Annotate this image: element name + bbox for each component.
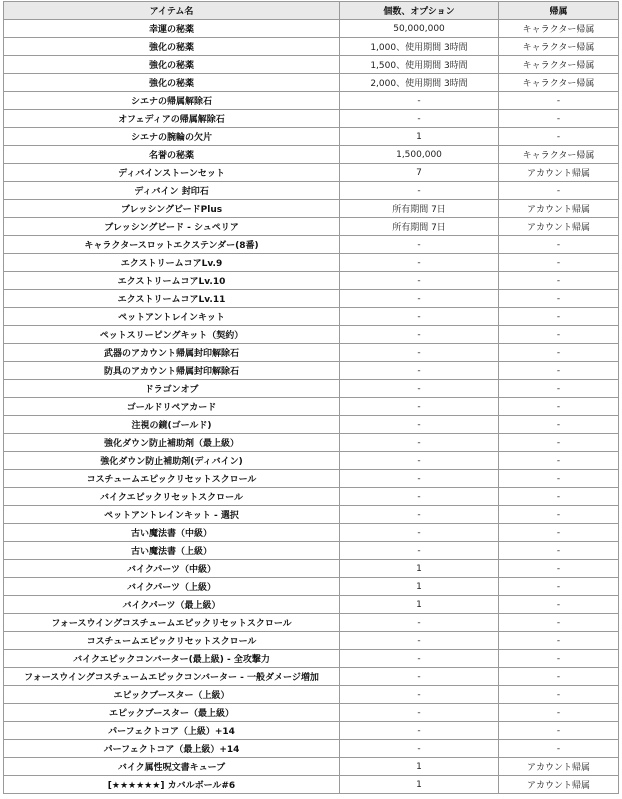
table-row	[4, 272, 619, 290]
option-cell: -	[340, 668, 499, 686]
table-row	[4, 182, 619, 200]
option-cell: 所有期間 7日	[340, 218, 499, 236]
option-cell: -	[340, 254, 499, 272]
binding-cell: -	[499, 650, 619, 668]
table-row	[4, 290, 619, 308]
item-name-cell: フォースウイングコスチュームエピックコンバーター - 一般ダメージ増加	[4, 668, 340, 686]
table-row	[4, 776, 619, 794]
table-header-row	[4, 2, 619, 20]
binding-cell: -	[499, 686, 619, 704]
table-row	[4, 578, 619, 596]
item-name-cell: シエナの帰属解除石	[4, 92, 340, 110]
option-cell: 1	[340, 776, 499, 794]
table-row	[4, 524, 619, 542]
binding-cell: -	[499, 272, 619, 290]
table-row	[4, 416, 619, 434]
item-name-cell: 注視の鏡(ゴールド)	[4, 416, 340, 434]
table-row	[4, 164, 619, 182]
option-cell: -	[340, 524, 499, 542]
binding-cell: -	[499, 596, 619, 614]
item-name-cell: バイクパーツ（中級）	[4, 560, 340, 578]
binding-cell: -	[499, 668, 619, 686]
binding-cell: -	[499, 722, 619, 740]
table-row	[4, 200, 619, 218]
binding-cell: キャラクター帰属	[499, 56, 619, 74]
option-cell: -	[340, 362, 499, 380]
table-row	[4, 344, 619, 362]
table-row	[4, 434, 619, 452]
item-name-cell: ペットスリーピングキット（契約）	[4, 326, 340, 344]
table-row	[4, 632, 619, 650]
table-body	[4, 20, 619, 794]
option-cell: -	[340, 308, 499, 326]
option-cell: -	[340, 488, 499, 506]
table-row	[4, 398, 619, 416]
item-name-cell: 幸運の秘薬	[4, 20, 340, 38]
item-name-cell: ペットアントレインキット - 選択	[4, 506, 340, 524]
item-name-cell: バイク属性呪文書キューブ	[4, 758, 340, 776]
binding-cell: -	[499, 740, 619, 758]
option-cell: 1,500,000	[340, 146, 499, 164]
item-name-cell: ドラゴンオブ	[4, 380, 340, 398]
option-cell: -	[340, 686, 499, 704]
item-name-cell: エピックブースター（上級）	[4, 686, 340, 704]
binding-cell: -	[499, 380, 619, 398]
item-name-cell: キャラクタースロットエクステンダー(8番)	[4, 236, 340, 254]
option-cell: -	[340, 614, 499, 632]
option-cell: -	[340, 470, 499, 488]
item-name-cell: バイクエピックリセットスクロール	[4, 488, 340, 506]
option-cell: -	[340, 272, 499, 290]
item-name-cell: エクストリームコアLv.11	[4, 290, 340, 308]
binding-cell: -	[499, 92, 619, 110]
binding-cell: -	[499, 542, 619, 560]
table-row	[4, 650, 619, 668]
table-row	[4, 74, 619, 92]
option-cell: 50,000,000	[340, 20, 499, 38]
option-cell: -	[340, 416, 499, 434]
binding-cell: -	[499, 398, 619, 416]
binding-cell: アカウント帰属	[499, 758, 619, 776]
option-cell: -	[340, 182, 499, 200]
header-item-name: アイテム名	[4, 2, 340, 20]
item-name-cell: コスチュームエピックリセットスクロール	[4, 632, 340, 650]
item-name-cell: コスチュームエピックリセットスクロール	[4, 470, 340, 488]
item-name-cell: バイクパーツ（最上級）	[4, 596, 340, 614]
option-cell: 所有期間 7日	[340, 200, 499, 218]
binding-cell: -	[499, 128, 619, 146]
binding-cell: -	[499, 290, 619, 308]
item-name-cell: 名誉の秘薬	[4, 146, 340, 164]
binding-cell: キャラクター帰属	[499, 20, 619, 38]
table-row	[4, 686, 619, 704]
binding-cell: -	[499, 344, 619, 362]
item-name-cell: オフェディアの帰属解除石	[4, 110, 340, 128]
item-name-cell: エクストリームコアLv.9	[4, 254, 340, 272]
table-row	[4, 128, 619, 146]
option-cell: -	[340, 452, 499, 470]
option-cell: 1,500、使用期間 3時間	[340, 56, 499, 74]
table-row	[4, 38, 619, 56]
item-name-cell: 古い魔法書（中級）	[4, 524, 340, 542]
option-cell: -	[340, 398, 499, 416]
option-cell: -	[340, 92, 499, 110]
option-cell: -	[340, 110, 499, 128]
binding-cell: -	[499, 506, 619, 524]
item-name-cell: 強化の秘薬	[4, 56, 340, 74]
option-cell: 1,000、使用期間 3時間	[340, 38, 499, 56]
table-row	[4, 92, 619, 110]
option-cell: -	[340, 506, 499, 524]
item-name-cell: [★★★★★★] カバルボール#6	[4, 776, 340, 794]
option-cell: 2,000、使用期間 3時間	[340, 74, 499, 92]
item-name-cell: ペットアントレインキット	[4, 308, 340, 326]
item-name-cell: ディバインストーンセット	[4, 164, 340, 182]
binding-cell: -	[499, 182, 619, 200]
table-row	[4, 506, 619, 524]
option-cell: -	[340, 542, 499, 560]
table-row	[4, 452, 619, 470]
option-cell: -	[340, 434, 499, 452]
option-cell: -	[340, 704, 499, 722]
table-row	[4, 668, 619, 686]
item-name-cell: ブレッシングビードPlus	[4, 200, 340, 218]
item-name-cell: 強化の秘薬	[4, 74, 340, 92]
item-name-cell: ディバイン 封印石	[4, 182, 340, 200]
table-row	[4, 56, 619, 74]
binding-cell: -	[499, 488, 619, 506]
item-name-cell: バイクパーツ（上級）	[4, 578, 340, 596]
option-cell: -	[340, 326, 499, 344]
binding-cell: キャラクター帰属	[499, 74, 619, 92]
option-cell: -	[340, 740, 499, 758]
binding-cell: -	[499, 326, 619, 344]
option-cell: 1	[340, 758, 499, 776]
option-cell: 1	[340, 128, 499, 146]
table-row	[4, 308, 619, 326]
table-row	[4, 470, 619, 488]
option-cell: -	[340, 290, 499, 308]
item-name-cell: 防具のアカウント帰属封印解除石	[4, 362, 340, 380]
table-row	[4, 560, 619, 578]
binding-cell: アカウント帰属	[499, 164, 619, 182]
binding-cell: アカウント帰属	[499, 776, 619, 794]
option-cell: -	[340, 344, 499, 362]
item-name-cell: エクストリームコアLv.10	[4, 272, 340, 290]
binding-cell: アカウント帰属	[499, 218, 619, 236]
item-table	[3, 1, 619, 794]
binding-cell: アカウント帰属	[499, 200, 619, 218]
item-name-cell: ゴールドリペアカード	[4, 398, 340, 416]
option-cell: -	[340, 236, 499, 254]
table-row	[4, 542, 619, 560]
table-row	[4, 740, 619, 758]
binding-cell: -	[499, 452, 619, 470]
option-cell: -	[340, 722, 499, 740]
binding-cell: キャラクター帰属	[499, 38, 619, 56]
item-name-cell: 強化の秘薬	[4, 38, 340, 56]
table-row	[4, 236, 619, 254]
binding-cell: -	[499, 614, 619, 632]
option-cell: 1	[340, 596, 499, 614]
binding-cell: キャラクター帰属	[499, 146, 619, 164]
binding-cell: -	[499, 362, 619, 380]
item-name-cell: バイクエピックコンバーター(最上級) - 全攻撃力	[4, 650, 340, 668]
item-name-cell: パーフェクトコア（最上級）+14	[4, 740, 340, 758]
binding-cell: -	[499, 578, 619, 596]
item-name-cell: エピックブースター（最上級）	[4, 704, 340, 722]
table-row	[4, 758, 619, 776]
binding-cell: -	[499, 254, 619, 272]
table-row	[4, 614, 619, 632]
table-row	[4, 110, 619, 128]
table-row	[4, 326, 619, 344]
item-name-cell: パーフェクトコア（上級）+14	[4, 722, 340, 740]
binding-cell: -	[499, 434, 619, 452]
table-row	[4, 596, 619, 614]
header-binding: 帰属	[499, 2, 619, 20]
binding-cell: -	[499, 560, 619, 578]
option-cell: -	[340, 380, 499, 398]
binding-cell: -	[499, 704, 619, 722]
item-name-cell: 武器のアカウント帰属封印解除石	[4, 344, 340, 362]
binding-cell: -	[499, 110, 619, 128]
binding-cell: -	[499, 308, 619, 326]
table-row	[4, 20, 619, 38]
option-cell: 7	[340, 164, 499, 182]
table-row	[4, 722, 619, 740]
option-cell: -	[340, 650, 499, 668]
item-name-cell: 強化ダウン防止補助剤(ディバイン)	[4, 452, 340, 470]
item-name-cell: フォースウイングコスチュームエピックリセットスクロール	[4, 614, 340, 632]
header-option: 個数、オプション	[340, 2, 499, 20]
item-name-cell: 古い魔法書（上級）	[4, 542, 340, 560]
option-cell: 1	[340, 578, 499, 596]
table-row	[4, 146, 619, 164]
table-row	[4, 254, 619, 272]
table-row	[4, 488, 619, 506]
table-row	[4, 218, 619, 236]
item-name-cell: 強化ダウン防止補助剤（最上級）	[4, 434, 340, 452]
item-name-cell: ブレッシングビード - シュペリア	[4, 218, 340, 236]
table-row	[4, 362, 619, 380]
binding-cell: -	[499, 236, 619, 254]
binding-cell: -	[499, 470, 619, 488]
table-row	[4, 380, 619, 398]
option-cell: -	[340, 632, 499, 650]
binding-cell: -	[499, 632, 619, 650]
item-name-cell: シエナの腕輪の欠片	[4, 128, 340, 146]
option-cell: 1	[340, 560, 499, 578]
table-row	[4, 704, 619, 722]
binding-cell: -	[499, 524, 619, 542]
binding-cell: -	[499, 416, 619, 434]
